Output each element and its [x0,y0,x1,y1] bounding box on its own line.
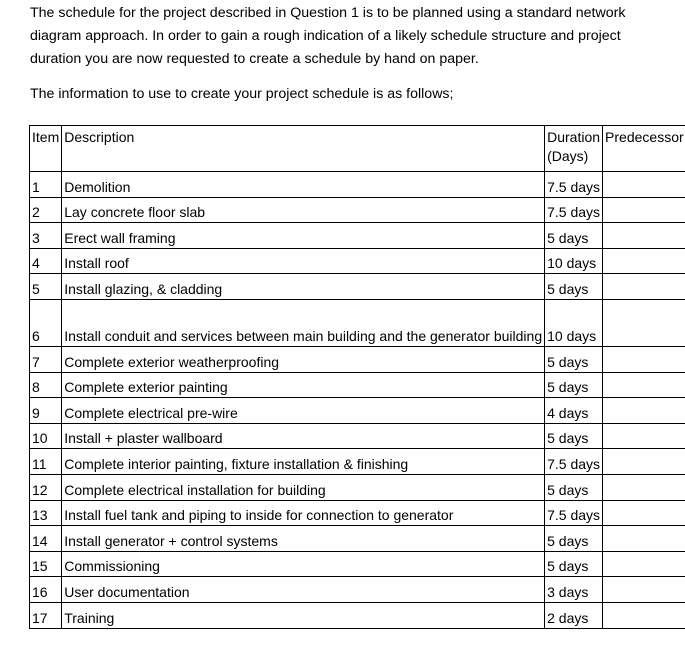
header-predecessor: Predecessor [603,126,685,172]
cell-duration: 10 days [545,299,603,346]
cell-duration: 10 days [545,248,603,274]
table-row [30,248,685,274]
cell-duration: 5 days [545,346,603,372]
cell-predecessor [603,172,685,198]
cell-description: Lay concrete floor slab [62,197,545,223]
cell-predecessor [603,449,685,475]
cell-predecessor [603,551,685,577]
cell-duration: 7.5 days [545,449,603,475]
cell-duration: 5 days [545,423,603,449]
cell-predecessor [603,398,685,424]
table-row [30,398,685,424]
cell-predecessor [603,423,685,449]
schedule-table [29,125,685,629]
cell-description: Install conduit and services between main building and the generator building [62,299,545,346]
cell-predecessor [603,474,685,500]
cell-predecessor [603,372,685,398]
table-row [30,500,685,526]
header-item: Item [30,126,62,172]
intro-paragraph: The schedule for the project described in Question 1 is to be planned using a standard network diagram approach. In order to gain a rough indication of a likely schedule structure and project duration you are now requested to create a schedule by hand on paper. [30,5,626,67]
table-row [30,577,685,603]
table-row [30,551,685,577]
cell-description: Complete interior painting, fixture installation & finishing [62,449,545,475]
cell-description: Training [62,602,545,628]
table-row [30,423,685,449]
cell-duration: 5 days [545,526,603,552]
table-row [30,449,685,475]
table-row [30,223,685,249]
cell-duration: 2 days [545,602,603,628]
cell-duration: 7.5 days [545,197,603,223]
cell-duration: 5 days [545,223,603,249]
table-row [30,474,685,500]
cell-item: 5 [30,274,62,300]
cell-description: Install fuel tank and piping to inside for connection to generator [62,500,545,526]
table-row [30,526,685,552]
table-body [30,172,685,629]
table-header-row [30,126,685,172]
cell-predecessor [603,526,685,552]
cell-item: 3 [30,223,62,249]
header-description: Description [62,126,545,172]
instruction-paragraph: The information to use to create your project schedule is as follows; [30,86,454,102]
cell-predecessor [603,248,685,274]
cell-item: 11 [30,449,62,475]
cell-duration: 3 days [545,577,603,603]
cell-item: 8 [30,372,62,398]
cell-description: Complete exterior weatherproofing [62,346,545,372]
cell-description: Install generator + control systems [62,526,545,552]
cell-predecessor [603,346,685,372]
cell-item: 15 [30,551,62,577]
cell-predecessor [603,197,685,223]
cell-description: Complete electrical installation for building [62,474,545,500]
table-row [30,299,685,346]
cell-duration: 5 days [545,474,603,500]
cell-item: 16 [30,577,62,603]
cell-predecessor [603,602,685,628]
cell-item: 10 [30,423,62,449]
cell-description: Install + plaster wallboard [62,423,545,449]
cell-description: Install roof [62,248,545,274]
cell-description: Complete exterior painting [62,372,545,398]
cell-predecessor [603,299,685,346]
table-row [30,602,685,628]
cell-predecessor [603,500,685,526]
cell-duration: 5 days [545,551,603,577]
cell-duration: 5 days [545,274,603,300]
cell-item: 7 [30,346,62,372]
header-duration: Duration (Days) [545,126,603,172]
cell-item: 12 [30,474,62,500]
table-row [30,274,685,300]
table-row [30,172,685,198]
cell-description: User documentation [62,577,545,603]
cell-description: Demolition [62,172,545,198]
table-row [30,346,685,372]
cell-predecessor [603,223,685,249]
cell-description: Complete electrical pre-wire [62,398,545,424]
table-row [30,372,685,398]
cell-item: 4 [30,248,62,274]
cell-item: 9 [30,398,62,424]
cell-duration: 4 days [545,398,603,424]
table-row [30,197,685,223]
cell-item: 2 [30,197,62,223]
cell-item: 14 [30,526,62,552]
cell-description: Install glazing, & cladding [62,274,545,300]
cell-predecessor [603,274,685,300]
cell-item: 6 [30,299,62,346]
cell-duration: 7.5 days [545,500,603,526]
cell-item: 1 [30,172,62,198]
cell-duration: 7.5 days [545,172,603,198]
cell-item: 17 [30,602,62,628]
cell-predecessor [603,577,685,603]
cell-item: 13 [30,500,62,526]
cell-duration: 5 days [545,372,603,398]
cell-description: Erect wall framing [62,223,545,249]
cell-description: Commissioning [62,551,545,577]
